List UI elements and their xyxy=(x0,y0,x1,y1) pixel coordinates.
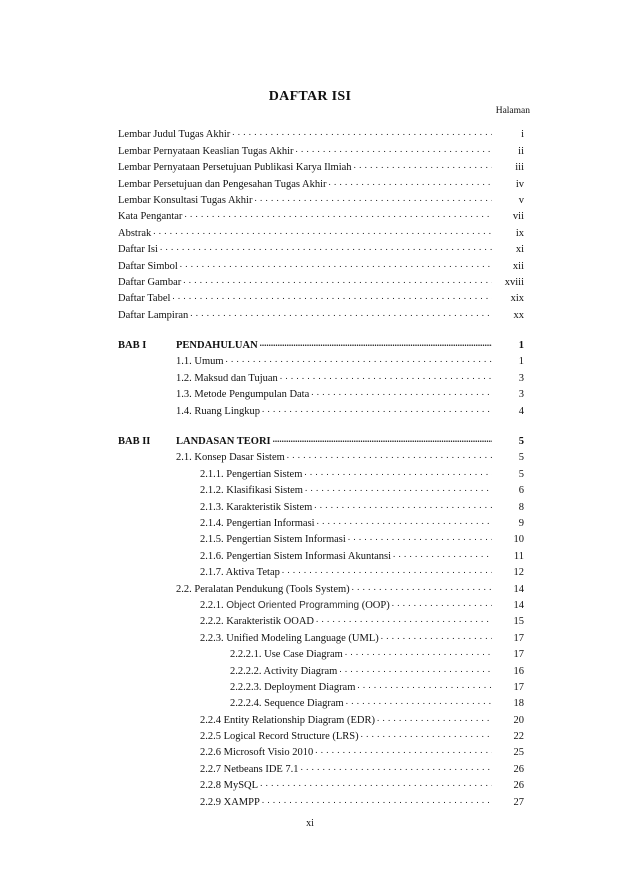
toc-entry-label: 2.1.7. Aktiva Tetap xyxy=(200,567,280,579)
toc-entry-label: Lembar Persetujuan dan Pengesahan Tugas Akhir xyxy=(118,178,327,190)
dot-leader xyxy=(393,548,492,560)
toc-entry-label: 2.2.8 MySQL xyxy=(200,780,259,792)
page-number-footer: xi xyxy=(306,818,314,829)
toc-entry-page: 1 xyxy=(518,356,524,368)
toc-entry-page: iii xyxy=(515,162,524,174)
toc-entry-label: Daftar Gambar xyxy=(118,276,182,288)
dot-leader xyxy=(172,290,492,302)
toc-entry-label: 2.2.6 Microsoft Visio 2010 xyxy=(200,747,314,759)
toc-entry-2-2-1[interactable]: 2.2.1. Object Oriented Programming (OOP) . . . 14 xyxy=(118,595,524,611)
toc-entry-page: 18 xyxy=(513,698,524,710)
toc-entry-2-2-3[interactable]: 2.2.3. Unified Modeling Language (UML) . . . 17 xyxy=(118,627,524,643)
toc-entry-label: 2.1.3. Karakteristik Sistem xyxy=(200,501,313,513)
dot-leader xyxy=(377,712,492,724)
toc-entry[interactable] xyxy=(118,644,524,660)
front-matter-list xyxy=(118,124,524,321)
toc-entry-label: Daftar Lampiran xyxy=(118,309,189,321)
toc-entry[interactable] xyxy=(118,791,524,807)
toc-entry-2-1[interactable]: 2.1. Konsep Dasar Sistem . . . 5 xyxy=(118,447,524,463)
toc-entry[interactable] xyxy=(118,206,524,222)
toc-entry-page: 27 xyxy=(513,796,524,808)
toc-entry-page: 8 xyxy=(518,501,524,513)
toc-entry-page: 25 xyxy=(513,747,524,759)
toc-entry[interactable] xyxy=(118,562,524,578)
dot-leader xyxy=(345,646,492,658)
bab2-page: 5 xyxy=(518,436,524,448)
toc-entry-label: Kata Pengantar xyxy=(118,211,183,223)
toc-entry-label: 2.2.2.1. Use Case Diagram xyxy=(230,649,343,661)
dot-leader xyxy=(226,353,492,365)
toc-entry-page: 22 xyxy=(513,731,524,743)
toc-entry[interactable] xyxy=(118,157,524,173)
toc-entry[interactable] xyxy=(118,239,524,255)
dot-leader xyxy=(348,531,492,543)
section-2-2-remaining xyxy=(118,709,524,807)
bab1-sections xyxy=(118,351,524,417)
toc-entry-page: xx xyxy=(513,309,524,321)
toc-entry[interactable] xyxy=(118,367,524,383)
toc-entry[interactable] xyxy=(118,463,524,479)
dot-leader xyxy=(317,515,492,527)
bab2-code: BAB II xyxy=(118,436,151,448)
toc-entry-label: Daftar Tabel xyxy=(118,293,171,305)
toc-entry[interactable] xyxy=(118,384,524,400)
toc-entry-label: Lembar Konsultasi Tugas Akhir xyxy=(118,194,253,206)
bab1-title: PENDAHULUAN xyxy=(176,340,258,352)
toc-entry[interactable] xyxy=(118,496,524,512)
toc-entry-page: 3 xyxy=(518,372,524,384)
dot-leader xyxy=(339,663,492,675)
toc-entry-label: Abstrak xyxy=(118,227,152,239)
toc-entry-label: Daftar Isi xyxy=(118,244,158,256)
dot-leader xyxy=(304,466,492,478)
toc-entry[interactable] xyxy=(118,726,524,742)
toc-entry-label: 1.3. Metode Pengumpulan Data xyxy=(176,389,310,401)
toc-entry-page: 11 xyxy=(513,550,524,562)
toc-entry-label: 2.2.5 Logical Record Structure (LRS) xyxy=(200,731,359,743)
toc-entry-label: Lembar Pernyataan Persetujuan Publikasi Karya Ilmiah xyxy=(118,162,352,174)
toc-entry-page: xi xyxy=(515,244,524,256)
dot-leader xyxy=(346,695,492,707)
toc-entry-page: ix xyxy=(515,227,524,239)
dot-leader xyxy=(232,126,492,138)
toc-entry-page: 20 xyxy=(513,714,524,726)
toc-entry-page: 10 xyxy=(513,534,524,546)
dot-leader xyxy=(153,225,492,237)
toc-entry-label: 1.4. Ruang Lingkup xyxy=(176,405,260,417)
toc-entry-page: 17 xyxy=(513,681,524,693)
table-of-contents xyxy=(118,124,524,808)
toc-entry-label: 2.1.2. Klasifikasi Sistem xyxy=(200,485,303,497)
toc-entry-page: ii xyxy=(518,145,524,157)
toc-entry-label: 1.1. Umum xyxy=(176,356,224,368)
toc-entry[interactable] xyxy=(118,272,524,288)
toc-entry-page: 26 xyxy=(513,780,524,792)
toc-entry[interactable] xyxy=(118,775,524,791)
bab1-page: 1 xyxy=(518,340,524,352)
toc-entry-page: xix xyxy=(510,293,524,305)
toc-entry-label: 2.2.9 XAMPP xyxy=(200,796,260,808)
toc-entry-page: vii xyxy=(512,211,524,223)
dot-leader xyxy=(184,208,492,220)
toc-entry-label: 2.1.4. Pengertian Informasi xyxy=(200,517,315,529)
dot-leader xyxy=(280,370,492,382)
toc-entry[interactable] xyxy=(118,742,524,758)
toc-entry-label: 2.2.2.4. Sequence Diagram xyxy=(230,698,344,710)
dot-leader xyxy=(305,482,492,494)
toc-entry-label: Lembar Judul Tugas Akhir xyxy=(118,129,231,141)
toc-entry[interactable] xyxy=(118,140,524,156)
toc-entry-label: 2.2.7 Netbeans IDE 7.1 xyxy=(200,763,299,775)
toc-entry-page: xviii xyxy=(504,276,524,288)
dot-leader xyxy=(296,143,492,155)
dot-leader xyxy=(357,679,492,691)
dot-leader xyxy=(254,192,492,204)
toc-entry[interactable] xyxy=(118,222,524,238)
dot-leader xyxy=(262,794,492,806)
toc-entry[interactable] xyxy=(118,480,524,496)
toc-entry-label: 2.1.6. Pengertian Sistem Informasi Akuntansi xyxy=(200,550,392,562)
toc-entry-page: v xyxy=(518,194,524,206)
toc-entry-page: 4 xyxy=(518,405,524,417)
toc-entry-label: Daftar Simbol xyxy=(118,260,178,272)
toc-entry[interactable] xyxy=(118,758,524,774)
toc-entry[interactable] xyxy=(118,545,524,561)
toc-entry-label: 2.1.1. Pengertian Sistem xyxy=(200,468,303,480)
toc-entry-page: 17 xyxy=(513,649,524,661)
toc-entry-page: 12 xyxy=(513,567,524,579)
dot-leader xyxy=(361,728,492,740)
bab1-heading[interactable] xyxy=(118,335,524,351)
toc-entry-label: 1.2. Maksud dan Tujuan xyxy=(176,372,278,384)
dot-leader xyxy=(190,307,492,319)
dot-leader xyxy=(262,403,492,415)
dot-leader xyxy=(329,176,492,188)
toc-entry[interactable] xyxy=(118,677,524,693)
page-title: DAFTAR ISI xyxy=(268,89,352,104)
toc-entry[interactable] xyxy=(118,513,524,529)
bab1-code: BAB I xyxy=(118,340,147,352)
toc-entry-page: 26 xyxy=(513,763,524,775)
toc-entry-label: 2.2.2.3. Deployment Diagram xyxy=(230,681,356,693)
toc-entry-page: i xyxy=(521,129,524,141)
dot-leader xyxy=(282,564,492,576)
dot-leader xyxy=(260,777,492,789)
toc-entry-page: xii xyxy=(512,260,524,272)
toc-entry-page: 16 xyxy=(513,665,524,677)
dot-leader xyxy=(180,258,492,270)
toc-entry[interactable] xyxy=(118,529,524,545)
toc-entry-page: 5 xyxy=(518,468,524,480)
toc-entry-page: 3 xyxy=(518,389,524,401)
toc-entry[interactable] xyxy=(118,255,524,271)
section-2-2-3-subsections xyxy=(118,644,524,710)
bab2-heading[interactable] xyxy=(118,431,524,447)
bab2-title: LANDASAN TEORI xyxy=(176,436,271,448)
dot-leader xyxy=(301,761,492,773)
toc-entry[interactable] xyxy=(118,304,524,320)
toc-entry-label: 2.2.4 Entity Relationship Diagram (EDR) xyxy=(200,714,375,726)
toc-entry[interactable] xyxy=(118,173,524,189)
dot-leader xyxy=(183,274,492,286)
toc-entry-page: iv xyxy=(515,178,524,190)
toc-entry[interactable] xyxy=(118,288,524,304)
toc-entry[interactable] xyxy=(118,190,524,206)
page-column-header: Halaman xyxy=(495,106,530,116)
toc-entry-page: 6 xyxy=(518,485,524,497)
toc-entry-label: Lembar Pernyataan Keaslian Tugas Akhir xyxy=(118,145,294,157)
dot-leader xyxy=(315,744,492,756)
toc-entry[interactable] xyxy=(118,400,524,416)
toc-entry-2-2-2[interactable]: 2.2.2. Karakteristik OOAD . . . 15 xyxy=(118,611,524,627)
section-2-1-subsections xyxy=(118,463,524,578)
toc-entry-label: 2.1.5. Pengertian Sistem Informasi xyxy=(200,534,346,546)
dot-leader xyxy=(354,159,492,171)
toc-entry-2-2[interactable]: 2.2. Peralatan Pendukung (Tools System) . . . 14 xyxy=(118,578,524,594)
toc-entry[interactable] xyxy=(118,660,524,676)
dot-leader xyxy=(311,386,492,398)
toc-entry-label: 2.2.2.2. Activity Diagram xyxy=(230,665,338,677)
dot-leader xyxy=(314,499,492,511)
toc-entry-page: 9 xyxy=(518,517,524,529)
toc-entry[interactable] xyxy=(118,693,524,709)
dot-leader xyxy=(160,241,492,253)
toc-entry[interactable] xyxy=(118,351,524,367)
toc-entry[interactable] xyxy=(118,709,524,725)
toc-entry[interactable] xyxy=(118,124,524,140)
